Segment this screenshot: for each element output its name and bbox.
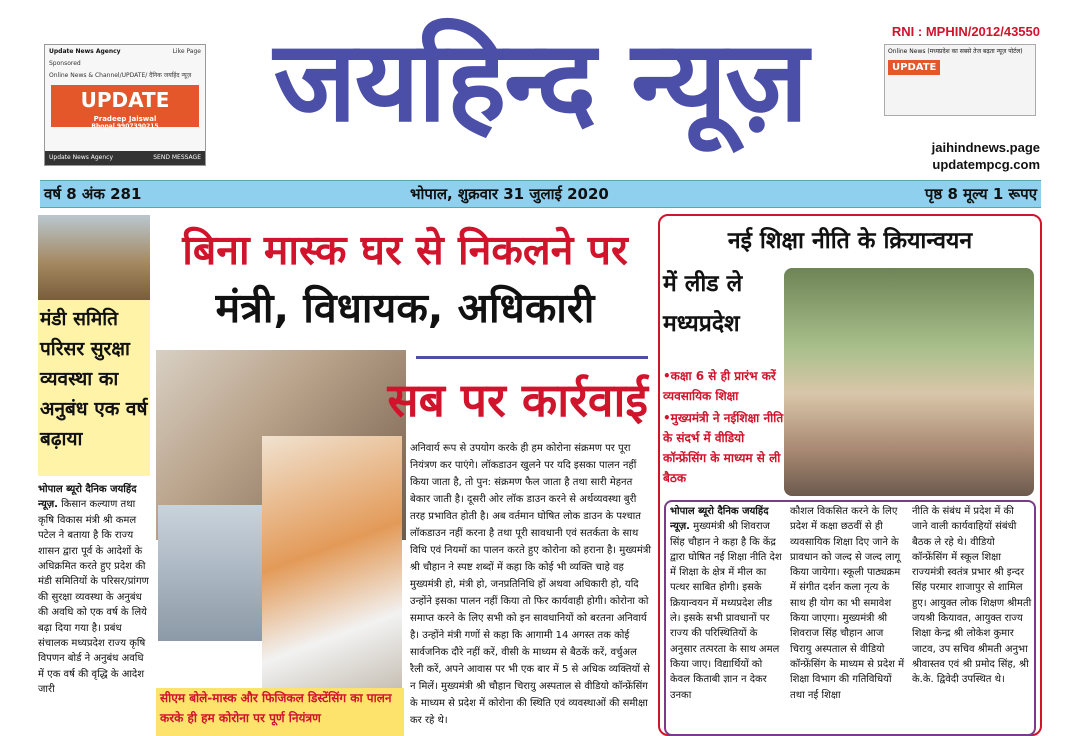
photo-caption: सीएम बोले-मास्क और फिजिकल डिस्टेंसिंग का पालन करके ही हम कोरोना पर पूर्ण नियंत्रण — [156, 688, 404, 736]
ad-like-page: Like Page — [172, 48, 201, 55]
page-price: पृष्ठ 8 मूल्य 1 रूपए — [924, 185, 1037, 203]
dateline-strip — [40, 180, 1041, 208]
education-bullet-2: •मुख्यमंत्री ने नईशिक्षा नीति के संदर्भ में वीडियो कॉन्फ्रेंसिंग के माध्यम से ली बैठक — [663, 411, 784, 485]
education-col-1 — [670, 504, 782, 736]
ad-footer-bar — [45, 151, 205, 165]
headline-rule — [416, 356, 648, 359]
ad-update-badge — [51, 85, 199, 130]
website-url-1: jaihindnews.page — [931, 140, 1040, 155]
ad-footer-text: Update News Agency — [49, 154, 114, 161]
students-photo — [784, 268, 1034, 496]
main-headline-3: सब पर कार्रवाई — [387, 373, 648, 427]
website-url-2: updatempcg.com — [932, 157, 1040, 172]
education-col-3: नीति के संबंध में प्रदेश में की जाने वाली कार्यवाहियों संबंधी बैठक ले रहे थे। वीडियो कॉन्फ्रेंसिंग में स्कूल शिक्षा राज्यमंत्री स्वतंत्र प्रभार श्री इन्दर सिंह परमार शाजापुर से शामिल हुए। आयुक्त लोक शिक्षण श्रीमती जयश्री कियावत, आयुक्त राज्य शिक्षा केन्द्र श्री लोकेश कुमार जाटव, उप सचिव श्रीमती अनुभा श्रीवास्तव एवं श्री प्रमोद सिंह, श्री के.के. द्विवेदी उपस्थित थे। — [912, 506, 1032, 686]
main-headline-2: मंत्री, विधायक, अधिकारी — [215, 284, 595, 332]
education-bullet-1: •कक्षा 6 से ही प्रारंभ करें व्यवसायिक शिक्षा — [663, 369, 776, 403]
education-col-2: कौशल विकसित करने के लिए प्रदेश में कक्षा छठवीं से ही व्यवसायिक शिक्षा दिए जाने के प्रावधान को जल्द से जल्द लागू किया जायेगा। स्कूली पाठ्यक्रम में संगीत दर्शन कला नृत्य के साथ ही योग का भी समावेश किया जाएगा। मुख्यमंत्री श्री शिवराज सिंह चौहान आज चिरायु अस्पताल से वीडियो कॉन्फ्रेंसिंग के माध्यम से प्रदेश में शिक्षा विभाग की गतिविधियों तथा नई शिक्षा — [790, 506, 905, 701]
ad-sponsored: Sponsored — [49, 60, 81, 67]
masthead-title: जयहिन्द न्यूज़ — [273, 17, 807, 147]
education-story-subtitle: में लीड ले मध्यप्रदेश — [663, 271, 743, 337]
rni-number: RNI : MPHIN/2012/43550 — [891, 24, 1040, 39]
education-col-1-text: मुख्यमंत्री श्री शिवराज सिंह चौहान ने कहा है कि केंद्र द्वारा घोषित नई शिक्षा नीति देश में शिक्षा के क्षेत्र में मील का पत्थर साबित होगी। इसके क्रियान्वयन में मध्यप्रदेश लीड ले। इसके सभी प्रावधानों पर राज्य की परिस्थितियों के अनुसार तत्परता के साथ अमल किया जाए। विद्यार्थियों को केवल किताबी ज्ञान न देकर उनका — [670, 521, 782, 701]
left-story-headline: मंडी समिति परिसर सुरक्षा व्यवस्था का अनुबंध एक वर्ष बढ़ाया — [38, 300, 150, 476]
meeting-photo — [158, 505, 268, 641]
ad-agency-name: Update News Agency — [49, 48, 121, 55]
ad-right-badge: UPDATE — [888, 60, 940, 75]
left-advertisement — [44, 44, 206, 166]
ad-badge-text: UPDATE — [80, 88, 170, 112]
ad-contact-phone: Bhopal 9907390215 — [91, 123, 159, 130]
left-story-body — [38, 482, 152, 736]
ad-contact-name: Pradeep Jaiswal — [93, 115, 157, 123]
right-advertisement — [884, 44, 1036, 116]
leader-photo — [262, 436, 402, 688]
main-story-body: अनिवार्य रूप से उपयोग करके ही हम कोरोना संक्रमण पर पूरा नियंत्रण कर पाएंगे। लॉकडाउन खुलने पर यदि इसका पालन नहीं किया जाता है, तो पुन: संक्रमण फैल जाता है तथा सारी मेहनत बेकार जाती है। दूसरी ओर लॉक डाउन करने से अर्थव्यवस्था बुरी तरह प्रभावित होती है। अब वर्तमान घोषित लोक डाउन के पश्चात लॉकडाउन नहीं करना है तथा पूरी सावधानी एवं सतर्कता के साथ विधि एवं नियमों का पालन करते हुए कोरोना को हराना है। मुख्यमंत्री श्री चौहान ने स्पष्ट शब्दों में कहा कि कोई भी व्यक्ति चाहे वह मुख्यमंत्री हो, मंत्री हो, जनप्रतिनिधि हों अथवा अधिकारी हो, यदि उन्होंने इसका पालन नहीं किया तो फिर कार्यवाही होगी। कोरोना को समाप्त करने के लिए सभी को इन सावधानियों को बरतना अनिवार्य है। उन्होंने मंत्री गणों से कहा कि आगामी 14 अगस्त तक कोई सार्वजनिक दौरे नहीं करें, वीसी के माध्यम से बैठकें करें, वर्चुअल रैली करें, अपने आवास पर भी एक बार में 5 से अधिक व्यक्तियों से न मिलें। मुख्यमंत्री श्री चौहान चिरायु अस्पताल से वीडियो कॉन्फ्रेंसिंग के माध्यम से प्रदेश में कोरोना की स्थिति एवं व्यवस्थाओं की समीक्षा कर रहे थे। — [410, 443, 651, 726]
education-story-title: नई शिक्षा नीति के क्रियान्वयन — [727, 228, 973, 254]
education-dateline: भोपाल ब्यूरो दैनिक जयहिंद न्यूज़. — [670, 506, 769, 533]
left-story-dateline: भोपाल ब्यूरो दैनिक जयहिंद न्यूज़. — [38, 484, 137, 511]
main-headline-1: बिना मास्क घर से निकलने पर — [182, 226, 628, 274]
edition-date: भोपाल, शुक्रवार 31 जुलाई 2020 — [410, 185, 609, 203]
left-story-text: किसान कल्याण तथा कृषि विकास मंत्री श्री कमल पटेल ने बताया है कि राज्य शासन द्वारा पूर्व के आदेशों के अधिक्रमित करते हुए प्रदेश की मंडी समितियों के परिसर/प्रांगण की सुरक्षा व्यवस्था के अनुबंध की अवधि को एक वर्ष के लिये बढ़ा दिया गया है। प्रबंध संचालक मध्यप्रदेश राज्य कृषि विपणन बोर्ड ने अनुबंध अवधि में एक वर्ष की वृद्धि के आदेश जारी — [38, 499, 149, 696]
ad-right-line: Online News (मध्यप्रदेश का सबसे तेज बढ़ता न्यूज़ पोर्टल) — [888, 48, 1023, 55]
ad-send-message: SEND MESSAGE — [153, 154, 201, 161]
issue-number: वर्ष 8 अंक 281 — [44, 185, 142, 203]
mandi-photo — [38, 215, 150, 300]
ad-line: Online News & Channel/UPDATE/ दैनिक जयहिंद न्यूज़ — [49, 72, 192, 79]
